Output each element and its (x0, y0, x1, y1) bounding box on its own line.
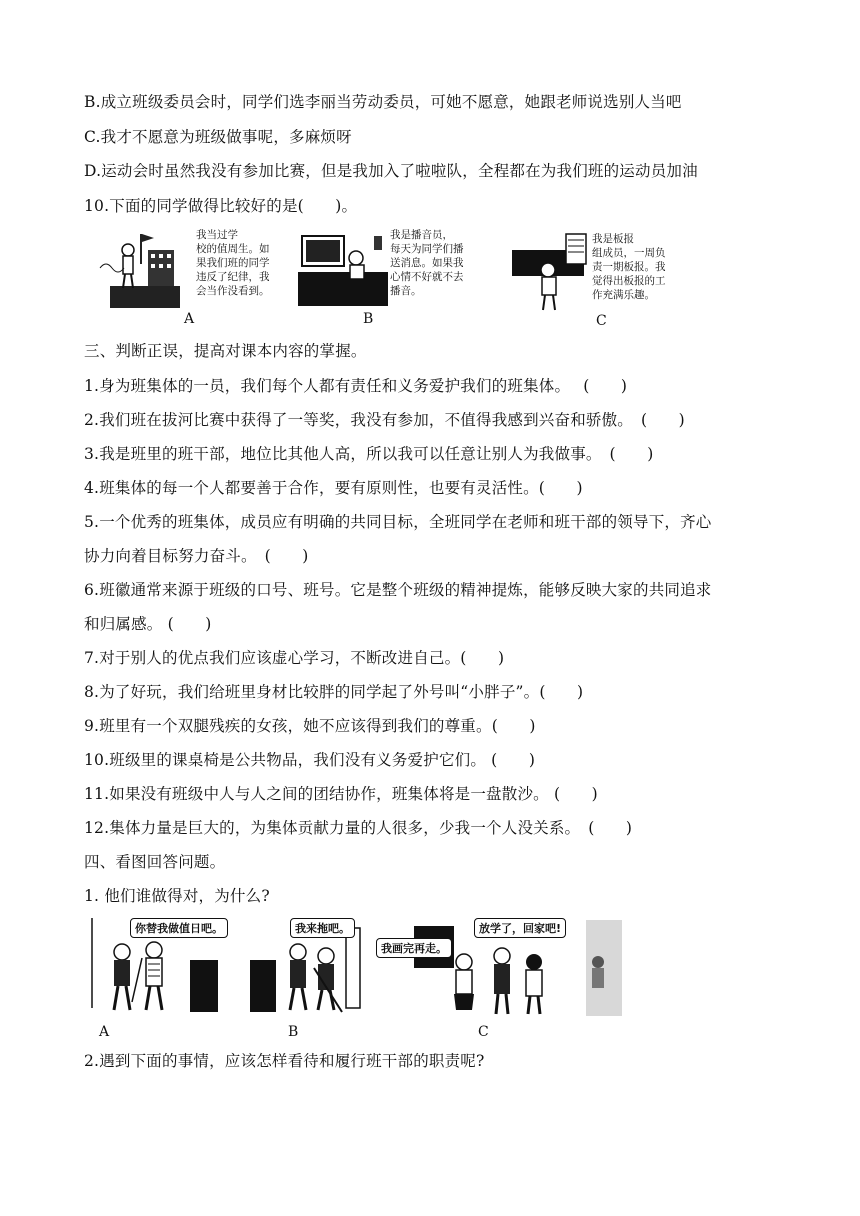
q10-letter-a: A (184, 311, 195, 327)
judge-item-4: 4.班集体的每一个人都要善于合作，要有原则性，也要有灵活性。( ) (84, 479, 583, 497)
comic-c (374, 914, 622, 1022)
comic-c-bubble-1: 放学了，回家吧! (474, 918, 566, 938)
question-10-stem: 10.下面的同学做得比较好的是( )。 (84, 197, 358, 215)
q10-panel-b-speech: 我是播音员， 每天为同学们播 送消息。如果我 心情不好就不去 播音。 (390, 229, 464, 297)
q10-letter-c: C (596, 313, 607, 329)
q10-panel-c-speech: 我是板报 组成员，一周负 责一期板报。我 觉得出板报的工 作充满乐趣。 (592, 233, 666, 301)
section-4-question-2: 2.遇到下面的事情，应该怎样看待和履行班干部的职责呢? (84, 1052, 485, 1070)
judge-item-3: 3.我是班里的班干部，地位比其他人高，所以我可以任意让别人为我做事。 ( ) (84, 445, 654, 463)
option-c: C.我才不愿意为班级做事呢，多麻烦呀 (84, 128, 352, 146)
judge-item-11: 11.如果没有班级中人与人之间的团结协作，班集体将是一盘散沙。 ( ) (84, 785, 598, 803)
judge-item-5: 5.一个优秀的班集体，成员应有明确的共同目标，全班同学在老师和班干部的领导下，齐心 (84, 513, 712, 531)
comic-letter-b: B (288, 1024, 299, 1040)
section-4-title: 四、看图回答问题。 (84, 853, 226, 871)
section-4-question-1: 1. 他们谁做得对，为什么? (84, 887, 270, 905)
q10-panel-a (96, 228, 286, 312)
comic-letter-a: A (99, 1024, 110, 1040)
comic-letter-c: C (478, 1024, 489, 1040)
section-3-title: 三、判断正误，提高对课本内容的掌握。 (84, 342, 367, 360)
q10-panel-c (510, 232, 690, 314)
judge-item-9: 9.班里有一个双腿残疾的女孩，她不应该得到我们的尊重。( ) (84, 717, 536, 735)
judge-item-6-cont: 和归属感。 ( ) (84, 615, 212, 633)
judge-item-10: 10.班级里的课桌椅是公共物品，我们没有义务爱护它们。 ( ) (84, 751, 536, 769)
judge-item-5-cont: 协力向着目标努力奋斗。 ( ) (84, 547, 309, 565)
q10-panel-b (296, 228, 488, 312)
q10-letter-b: B (363, 311, 374, 327)
comic-b-bubble: 我来拖吧。 (290, 918, 355, 938)
judge-item-6: 6.班徽通常来源于班级的口号、班号。它是整个班级的精神提炼，能够反映大家的共同追求 (84, 581, 712, 599)
judge-item-8: 8.为了好玩，我们给班里身材比较胖的同学起了外号叫“小胖子”。( ) (84, 683, 584, 701)
judge-item-1: 1.身为班集体的一员，我们每个人都有责任和义务爱护我们的班集体。 ( ) (84, 377, 628, 395)
comic-c-bubble-2: 我画完再走。 (376, 938, 452, 958)
comic-b (250, 918, 368, 1018)
comic-a-bubble: 你替我做值日吧。 (130, 918, 228, 938)
q10-panel-a-speech: 我当过学 校的值周生。如 果我们班的同学 违反了纪律，我 会当作没看到。 (196, 229, 270, 297)
judge-item-12: 12.集体力量是巨大的，为集体贡献力量的人很多，少我一个人没关系。 ( ) (84, 819, 633, 837)
option-b: B.成立班级委员会时，同学们选李丽当劳动委员，可她不愿意，她跟老师说选别人当吧 (84, 93, 682, 111)
comic-a (86, 918, 236, 1018)
judge-item-2: 2.我们班在拔河比赛中获得了一等奖，我没有参加，不值得我感到兴奋和骄傲。 ( ) (84, 411, 685, 429)
judge-item-7: 7.对于别人的优点我们应该虚心学习，不断改进自己。( ) (84, 649, 505, 667)
option-d: D.运动会时虽然我没有参加比赛，但是我加入了啦啦队，全程都在为我们班的运动员加油 (84, 162, 698, 180)
